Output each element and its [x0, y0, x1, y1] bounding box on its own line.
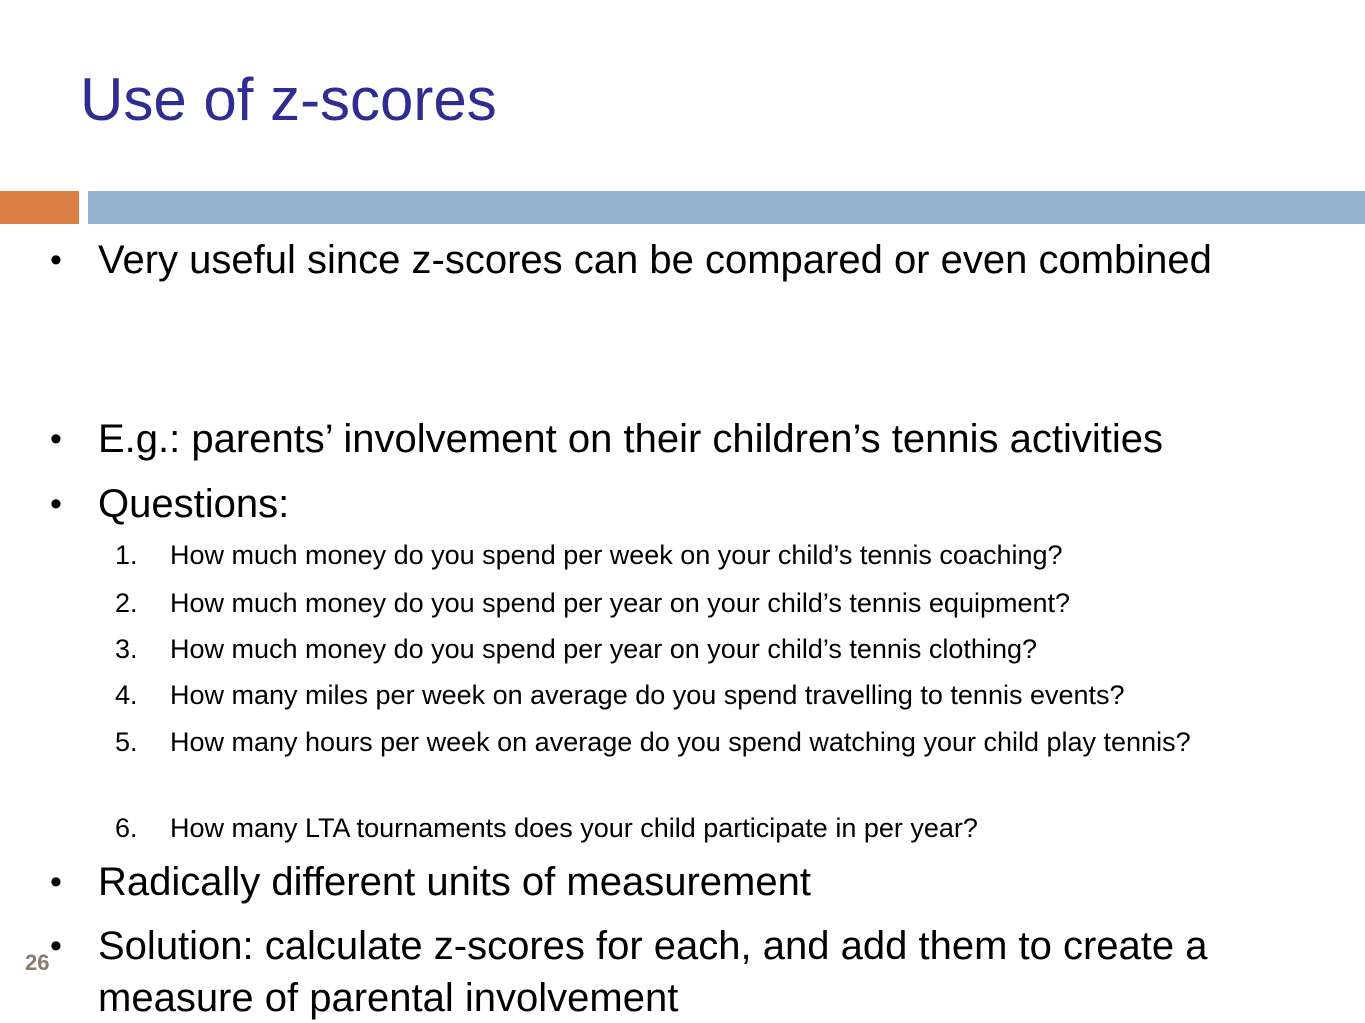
question-number: 6. [115, 813, 138, 843]
question-number: 5. [115, 727, 138, 757]
question-number: 3. [115, 634, 138, 664]
bullet-dot: • [50, 863, 62, 901]
bullet-dot: • [50, 485, 62, 523]
question-text: How much money do you spend per year on your child’s tennis equipment? [170, 588, 1071, 618]
bullet-text: Very useful since z-scores can be compared or even combined [98, 238, 1212, 282]
question-text: How many hours per week on average do you spend watching your child play tennis? [170, 727, 1191, 757]
question-number: 1. [115, 540, 138, 570]
bullet-dot: • [50, 241, 62, 279]
question-number: 4. [115, 680, 138, 710]
accent-bar [0, 191, 79, 224]
bullet-text: Solution: calculate z-scores for each, and add them to create a measure of parental involvement [98, 924, 1208, 1020]
bullet-text: Questions: [98, 482, 290, 526]
question-text: How many miles per week on average do you spend travelling to tennis events? [170, 680, 1125, 710]
question-text: How much money do you spend per year on your child’s tennis clothing? [170, 634, 1037, 664]
slide-title: Use of z-scores [80, 66, 497, 133]
bullet-text: E.g.: parents’ involvement on their children’s tennis activities [98, 417, 1163, 461]
question-number: 2. [115, 588, 138, 618]
slide-number: 26 [25, 950, 50, 975]
header-divider-bar [88, 191, 1365, 224]
bullet-dot: • [50, 420, 62, 458]
bullet-text: Radically different units of measurement [98, 860, 811, 904]
bullet-dot: • [50, 927, 62, 965]
question-text: How many LTA tournaments does your child participate in per year? [170, 813, 978, 843]
question-text: How much money do you spend per week on your child’s tennis coaching? [170, 540, 1063, 570]
